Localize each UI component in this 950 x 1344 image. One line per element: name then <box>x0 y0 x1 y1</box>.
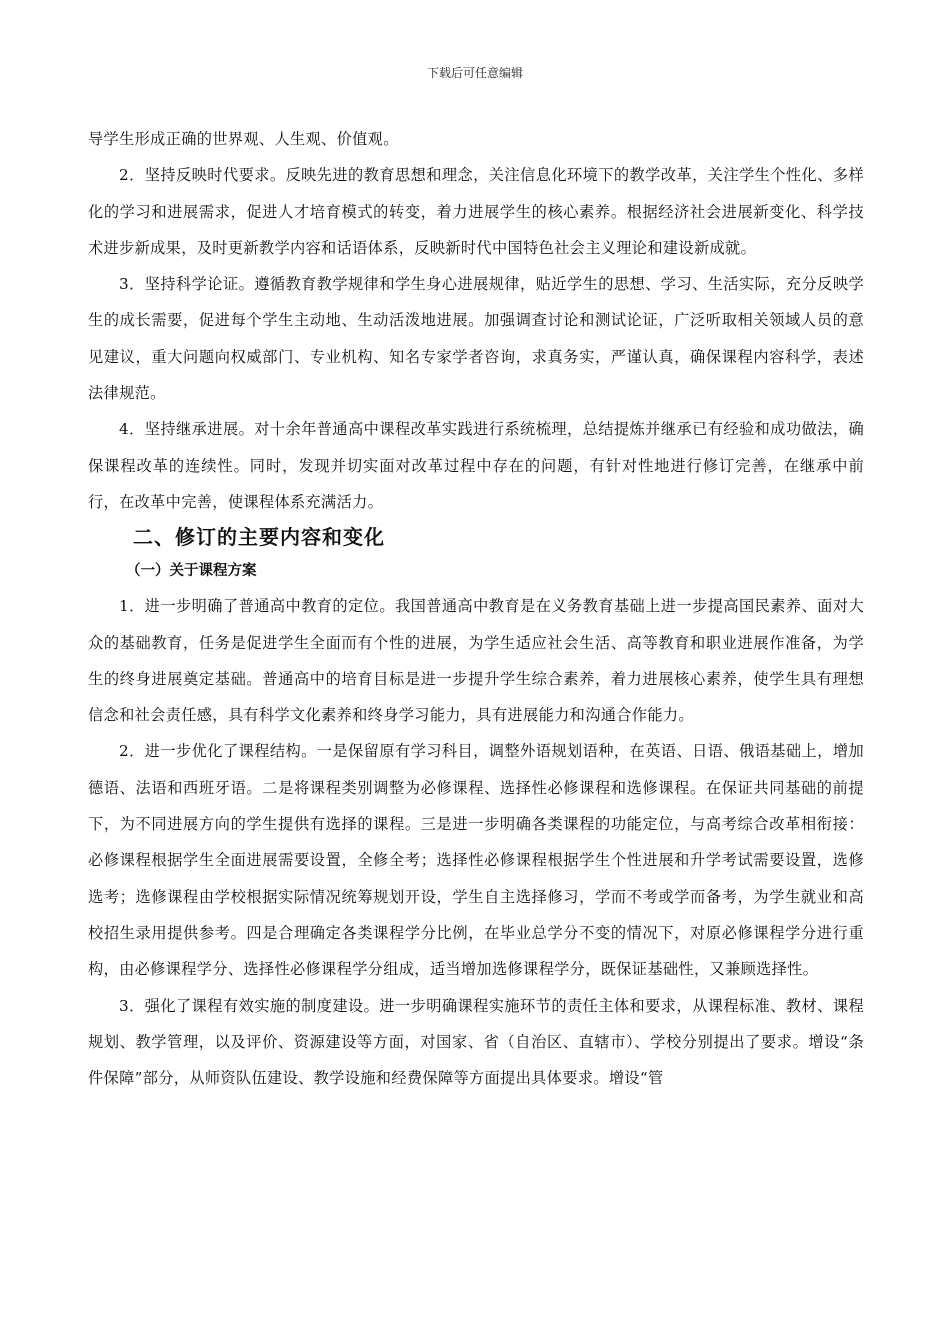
paragraph-change-1: 1．进一步明确了普通高中教育的定位。我国普通高中教育是在义务教育基础上进一步提高国民素养、面对大众的基础教育，任务是促进学生全面而有个性的进展，为学生适应社会生活、高等教育和职业进展作准备，为学生的终身进展奠定基础。普通高中的培育目标是进一步提升学生综合素养，着力进展核心素养，使学生具有理想信念和社会责任感，具有科学文化素养和终身学习能力，具有进展能力和沟通合作能力。 <box>88 597 864 725</box>
paragraph-change-2: 2．进一步优化了课程结构。一是保留原有学习科目，调整外语规划语种，在英语、日语、俄语基础上，增加德语、法语和西班牙语。二是将课程类别调整为必修课程、选择性必修课程和选修课程。在保证共同基础的前提下，为不同进展方向的学生提供有选择的课程。三是进一步明确各类课程的功能定位，与高考综合改革相衔接：必修课程根据学生全面进展需要设置，全修全考；选择性必修课程根据学生个性进展和升学考试需要设置，选修选考；选修课程由学校根据实际情况统筹规划开设，学生自主选择修习，学而不考或学而备考，为学生就业和高校招生录用提供参考。四是合理确定各类课程学分比例，在毕业总学分不变的情况下，对原必修课程学分进行重构，由必修课程学分、选择性必修课程学分组成，适当增加选修课程学分，既保证基础性，又兼顾选择性。 <box>88 742 864 979</box>
paragraph-principle-2: 2．坚持反映时代要求。反映先进的教育思想和理念，关注信息化环境下的教学改革，关注学生个性化、多样化的学习和进展需求，促进人才培育模式的转变，着力进展学生的核心素养。根据经济社会进展新变化、科学技术进步新成果，及时更新教学内容和话语体系，反映新时代中国特色社会主义理论和建设新成就。 <box>88 166 864 257</box>
paragraph-principle-4: 4．坚持继承进展。对十余年普通高中课程改革实践进行系统梳理，总结提炼并继承已有经验和成功做法，确保课程改革的连续性。同时，发现并切实面对改革过程中存在的问题，有针对性地进行修订完善，在继承中前行，在改革中完善，使课程体系充满活力。 <box>88 420 864 511</box>
document-body <box>88 121 864 1096</box>
section-heading: 二、修订的主要内容和变化 <box>133 525 385 550</box>
subsection-heading: （一）关于课程方案 <box>126 563 257 580</box>
paragraph-change-3: 3．强化了课程有效实施的制度建设。进一步明确课程实施环节的责任主体和要求，从课程标准、教材、课程规划、教学管理，以及评价、资源建设等方面，对国家、省（自治区、直辖市）、学校分别提出了要求。增设“条件保障”部分，从师资队伍建设、教学设施和经费保障等方面提出具体要求。增设“管 <box>88 996 864 1088</box>
paragraph-continuation: 导学生形成正确的世界观、人生观、价值观。 <box>88 130 399 148</box>
page-header-note: 下载后可任意编辑 <box>426 66 523 80</box>
paragraph-principle-3: 3．坚持科学论证。遵循教育教学规律和学生身心进展规律，贴近学生的思想、学习、生活实际，充分反映学生的成长需要，促进每个学生主动地、生动活泼地进展。加强调查讨论和测试论证，广泛听取相关领域人员的意见建议，重大问题向权威部门、专业机构、知名专家学者咨询，求真务实，严谨认真，确保课程内容科学，表述法律规范。 <box>88 275 864 403</box>
